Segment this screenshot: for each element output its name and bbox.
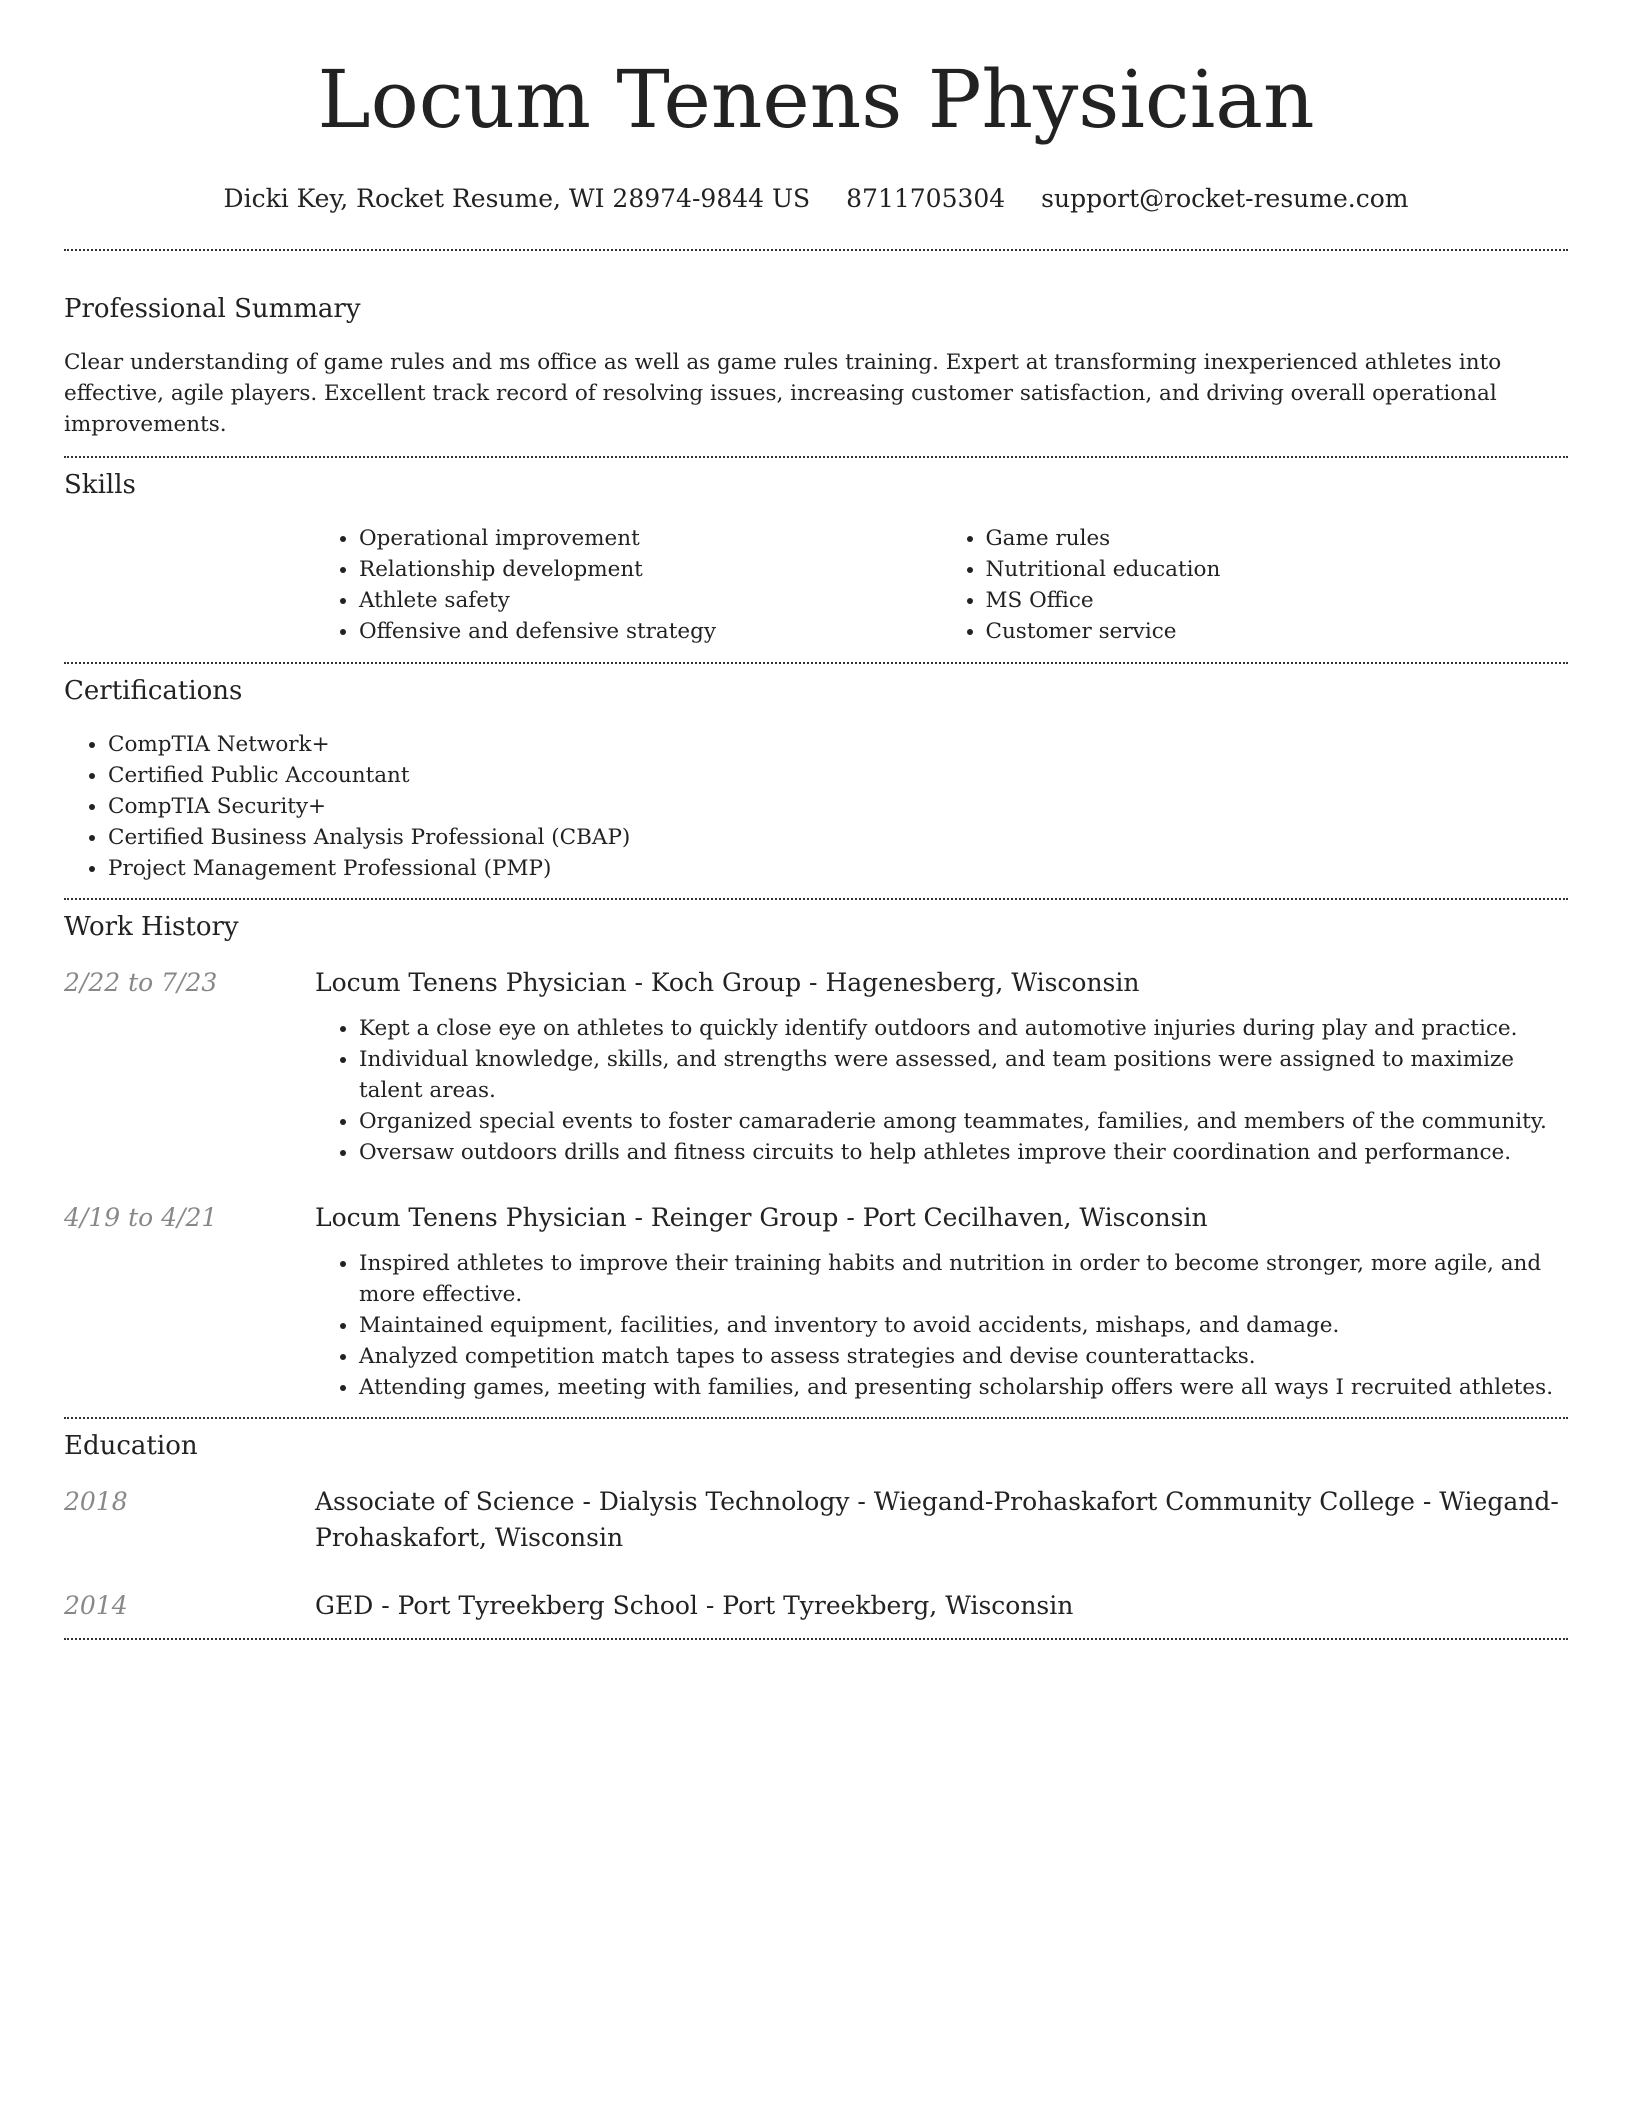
job-body [315, 1200, 1568, 1403]
certifications-list [64, 729, 1568, 884]
education-year: 2018 [64, 1487, 128, 1516]
list-item: • MS Office [986, 585, 1569, 616]
skills-heading: Skills [64, 470, 136, 500]
divider [64, 249, 1568, 251]
divider [64, 1417, 1568, 1419]
work-history-heading: Work History [64, 912, 239, 942]
divider [64, 456, 1568, 458]
divider [64, 1638, 1568, 1640]
education-body [315, 1484, 1568, 1556]
education-entry [64, 1484, 1568, 1556]
job-bullets [315, 1013, 1568, 1168]
list-item: • Project Management Professional (PMP) [108, 853, 1568, 884]
list-item: • Relationship development [359, 554, 942, 585]
job-entry [64, 1200, 1568, 1403]
list-item: • Nutritional education [986, 554, 1569, 585]
list-item: • CompTIA Network+ [108, 729, 1568, 760]
list-item: • Offensive and defensive strategy [359, 616, 942, 647]
list-item: • Inspired athletes to improve their training habits and nutrition in order to become stronger, more agile, and more effective. [359, 1248, 1568, 1310]
list-item: • Attending games, meeting with families, and presenting scholarship offers were all ways I recruited athletes. [359, 1372, 1568, 1403]
summary-text: Clear understanding of game rules and ms office as well as game rules training. Expert at transforming inexperienced athletes into effective, agile players. Excellent track record of resolving issues, increasing customer satisfaction, and driving overall operational improvements. [64, 350, 1502, 437]
education-title: Associate of Science - Dialysis Technology - Wiegand-Prohaskafort Community College - Wiegand-Prohaskafort, Wisconsin [315, 1487, 1559, 1552]
job-dates: 2/22 to 7/23 [64, 968, 218, 997]
education-heading: Education [64, 1431, 198, 1461]
job-title: Locum Tenens Physician - Koch Group - Hagenesberg, Wisconsin [315, 968, 1140, 997]
list-item: • Operational improvement [359, 523, 942, 554]
education-year: 2014 [64, 1591, 128, 1620]
job-entry [64, 965, 1568, 1168]
page-title: Locum Tenens Physician [317, 53, 1315, 146]
list-item: • Certified Business Analysis Professional (CBAP) [108, 822, 1568, 853]
education-title: GED - Port Tyreekberg School - Port Tyreekberg, Wisconsin [315, 1591, 1074, 1620]
list-item: • Kept a close eye on athletes to quickly identify outdoors and automotive injuries during play and practice. [359, 1013, 1568, 1044]
summary-heading: Professional Summary [64, 294, 361, 324]
contact-email: support@rocket-resume.com [1041, 184, 1409, 213]
list-item: • Oversaw outdoors drills and fitness circuits to help athletes improve their coordination and performance. [359, 1137, 1568, 1168]
certifications-section [64, 675, 1568, 884]
list-item: • Certified Public Accountant [108, 760, 1568, 791]
job-title: Locum Tenens Physician - Reinger Group - Port Cecilhaven, Wisconsin [315, 1203, 1208, 1232]
divider [64, 662, 1568, 664]
list-item: • Athlete safety [359, 585, 942, 616]
list-item: • Analyzed competition match tapes to assess strategies and devise counterattacks. [359, 1341, 1568, 1372]
skills-list-left [315, 523, 942, 647]
education-body [315, 1588, 1568, 1624]
job-dates: 4/19 to 4/21 [64, 1203, 218, 1232]
certifications-heading: Certifications [64, 676, 243, 706]
contact-phone: 8711705304 [846, 184, 1006, 213]
skills-grid [315, 523, 1568, 647]
list-item: • Customer service [986, 616, 1569, 647]
list-item: • Maintained equipment, facilities, and inventory to avoid accidents, mishaps, and damage. [359, 1310, 1568, 1341]
contact-address: Dicki Key, Rocket Resume, WI 28974-9844 US [223, 184, 811, 213]
work-history-section [64, 911, 1568, 1403]
education-section [64, 1430, 1568, 1624]
list-item: • Individual knowledge, skills, and strengths were assessed, and team positions were assigned to maximize talent areas. [359, 1044, 1568, 1106]
divider [64, 898, 1568, 900]
contact-line [64, 184, 1568, 214]
skills-section [64, 469, 1568, 647]
education-entry [64, 1588, 1568, 1624]
list-item: • Game rules [986, 523, 1569, 554]
job-body [315, 965, 1568, 1168]
list-item: • Organized special events to foster camaraderie among teammates, families, and members of the community. [359, 1106, 1568, 1137]
summary-section [64, 293, 1568, 440]
skills-list-right [942, 523, 1569, 647]
list-item: • CompTIA Security+ [108, 791, 1568, 822]
job-bullets [315, 1248, 1568, 1403]
